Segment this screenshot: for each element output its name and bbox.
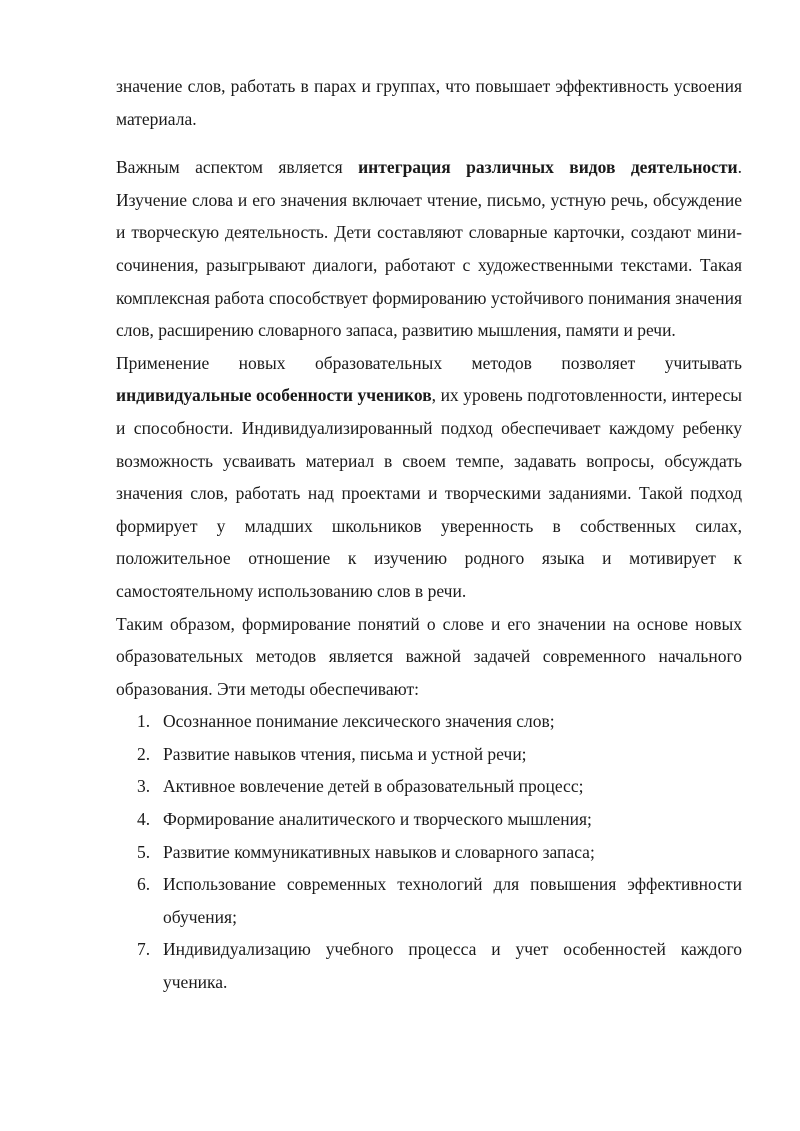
list-item-number: 2.	[137, 743, 151, 764]
list-item-number: 1.	[137, 711, 151, 732]
list-item-number: 3.	[137, 776, 151, 797]
list-item	[116, 933, 742, 998]
list-item-text: Индивидуализацию учебного процесса и учет особенностей каждого ученика.	[163, 939, 742, 993]
list-item-text: Использование современных технологий для повышения эффективности обучения;	[163, 874, 742, 927]
list-item	[116, 836, 742, 869]
paragraph-2-bold-phrase: интеграция различных видов деятельности	[358, 157, 738, 178]
document-page	[116, 70, 742, 999]
list-item	[116, 738, 742, 771]
paragraph-2	[116, 151, 742, 347]
paragraph-3	[116, 347, 742, 608]
paragraph-4: Таким образом, формирование понятий о слове и его значении на основе новых образовательных методов является важной задачей современного начального образования. Эти методы обеспечивают:	[116, 613, 742, 699]
list-item-number: 6.	[137, 874, 151, 895]
paragraph-2-text-a: Важным аспектом является	[116, 157, 359, 178]
list-item-text: Формирование аналитического и творческого мышления;	[163, 809, 592, 830]
paragraph-3-bold-phrase: индивидуальные особенности учеников	[116, 385, 432, 406]
list-item	[116, 705, 742, 738]
paragraph-1: значение слов, работать в парах и группах, что повышает эффективность усвоения материала.	[116, 76, 742, 129]
list-item-text: Активное вовлечение детей в образовательный процесс;	[163, 776, 584, 797]
list-item	[116, 803, 742, 836]
list-item	[116, 770, 742, 803]
paragraph-3-text-a: Применение новых образовательных методов позволяет учитывать	[116, 352, 742, 373]
list-item-number: 4.	[137, 809, 151, 830]
list-item	[116, 868, 742, 933]
methods-list	[116, 705, 742, 998]
paragraph-3-text-c: , их уровень подготовленности, интересы и способности. Индивидуализированный подход обеспечивает каждому ребенку возможность усваивать материал в своем темпе, задавать вопросы, обсуждать значения слов, работать над проектами и творческими заданиями. Такой подход формирует у младших школьников уверенность в собственных силах, положительное отношение к изучению родного языка и мотивирует к самостоятельному использованию слов в речи.	[116, 385, 742, 601]
list-item-number: 5.	[137, 841, 151, 862]
list-item-text: Осознанное понимание лексического значения слов;	[163, 711, 555, 732]
list-item-text: Развитие навыков чтения, письма и устной речи;	[163, 743, 527, 764]
list-item-number: 7.	[137, 939, 151, 960]
list-item-text: Развитие коммуникативных навыков и словарного запаса;	[163, 841, 595, 862]
paragraph-2-text-c: . Изучение слова и его значения включает чтение, письмо, устную речь, обсуждение и творческую деятельность. Дети составляют словарные карточки, создают мини-сочинения, разыгрывают диалоги, работают с художественными текстами. Такая комплексная работа способствует формированию устойчивого понимания значения слов, расширению словарного запаса, развитию мышления, памяти и речи.	[116, 157, 742, 341]
